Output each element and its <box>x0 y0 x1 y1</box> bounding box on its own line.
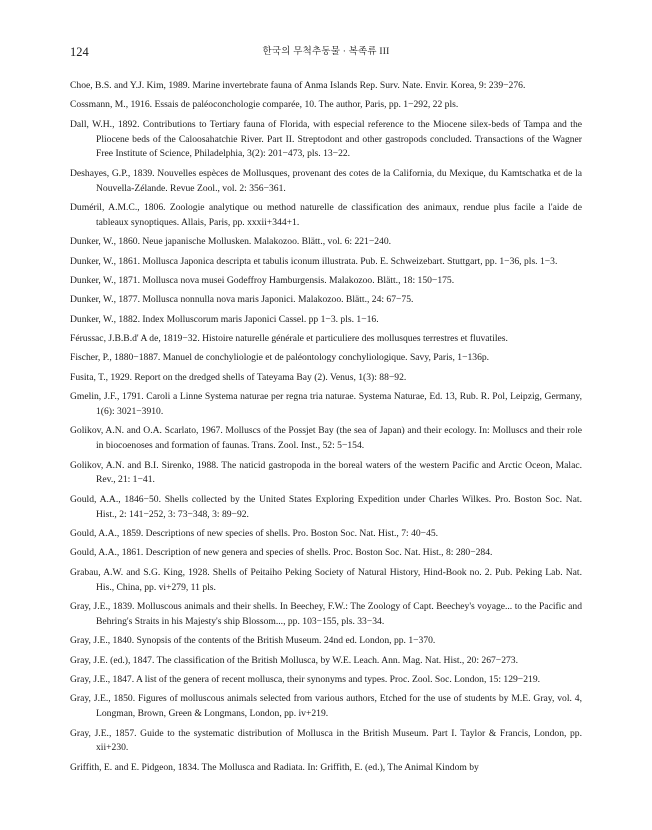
reference-entry: Grabau, A.W. and S.G. King, 1928. Shells of Peitaiho Peking Society of Natural History, Hind-Book no. 2. Pub. Peking Lab. Nat. His., China, pp. vi+279, 11 pls. <box>70 566 582 593</box>
reference-list <box>70 79 582 780</box>
reference-entry: Dunker, W., 1861. Mollusca Japonica descripta et tabulis iconum illustrata. Pub. E. Schweizebart. Stuttgart, pp. 1−36, pls. 1−3. <box>70 255 558 267</box>
reference-entry: Dunker, W., 1860. Neue japanische Mollusken. Malakozoo. Blätt., vol. 6: 221−240. <box>70 236 392 248</box>
reference-entry: Cossmann, M., 1916. Essais de paléoconchologie comparée, 10. The author, Paris, pp. 1−292, 22 pls. <box>70 99 459 111</box>
reference-entry: Duméril, A.M.C., 1806. Zoologie analytique ou method naturelle de classification des animaux, rendue plus facile a l'aide de tableaux synoptiques. Allais, Paris, pp. xxxii+344+1. <box>70 201 582 228</box>
reference-entry: Gray, J.E. (ed.), 1847. The classification of the British Mollusca, by W.E. Leach. Ann. Mag. Nat. Hist., 20: 267−273. <box>70 654 518 666</box>
reference-entry: Golikov, A.N. and O.A. Scarlato, 1967. Molluscs of the Possjet Bay (the sea of Japan) and their ecology. In: Molluscs and their role in biocoenoses and formation of faunas. Trans. Zool. Inst., 52: 5−154. <box>70 425 582 452</box>
reference-entry: Fusita, T., 1929. Report on the dredged shells of Tateyama Bay (2). Venus, 1(3): 88−92. <box>70 371 407 383</box>
reference-entry: Dall, W.H., 1892. Contributions to Tertiary fauna of Florida, with especial reference to the Miocene silex-beds of Tampa and the Pliocene beds of the Caloosahatchie River. Part II. Streptodont and other gastropods concluded. Transactions of the Wagner Free Institute of Science, Philadelphia, 3(2): 201−473, pls. 13−22. <box>70 118 582 160</box>
reference-entry: Dunker, W., 1882. Index Molluscorum maris Japonici Cassel. pp 1−3. pls. 1−16. <box>70 313 379 325</box>
reference-entry: Gould, A.A., 1859. Descriptions of new species of shells. Pro. Boston Soc. Nat. Hist., 7: 40−45. <box>70 528 439 540</box>
reference-entry: Dunker, W., 1877. Mollusca nonnulla nova maris Japonici. Malakozoo. Blätt., 24: 67−75. <box>70 294 414 306</box>
reference-entry: Dunker, W., 1871. Mollusca nova musei Godeffroy Hamburgensis. Malakozoo. Blätt., 18: 150−175. <box>70 274 455 286</box>
reference-entry: Gray, J.E., 1840. Synopsis of the contents of the British Museum. 24nd ed. London, pp. 1−370. <box>70 635 436 647</box>
reference-entry: Gmelin, J.F., 1791. Caroli a Linne Systema naturae per regna tria naturae. Systema Naturae, Ed. 13, Rub. R. Pol, Leipzig, Germany, 1(6): 3021−3910. <box>70 391 582 418</box>
reference-entry: Choe, B.S. and Y.J. Kim, 1989. Marine invertebrate fauna of Anma Islands Rep. Surv. Nate. Envir. Korea, 9: 239−276. <box>70 80 526 91</box>
reference-entry: Gould, A.A., 1846−50. Shells collected by the United States Exploring Expedition under Charles Wilkes. Pro. Boston Soc. Nat. Hist., 2: 141−252, 3: 73−348, 3: 89−92. <box>70 493 582 520</box>
reference-entry: Griffith, E. and E. Pidgeon, 1834. The Mollusca and Radiata. In: Griffith, E. (ed.), The Animal Kindom by <box>70 761 479 773</box>
reference-entry: Férussac, J.B.B.d' A de, 1819−32. Histoire naturelle générale et particuliere des mollusques terrestres et fluvatiles. <box>70 333 508 345</box>
reference-entry: Gray, J.E., 1850. Figures of molluscous animals selected from various authors, Etched for the use of students by M.E. Gray, vol. 4, Longman, Brown, Green & Longmans, London, pp. iv+219. <box>70 693 582 720</box>
reference-entry: Golikov, A.N. and B.I. Sirenko, 1988. The naticid gastropoda in the boreal waters of the western Pacific and Arctic Oceon, Malac. Rev., 21: 1−41. <box>70 459 582 486</box>
page-number: 124 <box>70 45 89 59</box>
reference-entry: Gould, A.A., 1861. Description of new genera and species of shells. Proc. Boston Soc. Nat. Hist., 8: 280−284. <box>70 547 493 559</box>
reference-entry: Gray, J.E., 1839. Molluscous animals and their shells. In Beechey, F.W.: The Zoology of Capt. Beechey's voyage... to the Pacific and Behring's Straits in his Majesty's ship Blossom..., pp. 103−155, pls. 33−34. <box>70 600 582 627</box>
running-title: 한국의 무척추동물 · 복족류 III <box>262 47 390 57</box>
reference-entry: Fischer, P., 1880−1887. Manuel de conchyliologie et de paléontology conchyliologique. Savy, Paris, 1−136p. <box>70 352 490 364</box>
page-header <box>70 44 582 60</box>
reference-entry: Deshayes, G.P., 1839. Nouvelles espèces de Mollusques, provenant des cotes de la California, du Mexique, du Kamtschatka et de la Nouvella-Zélande. Revue Zool., vol. 2: 356−361. <box>70 167 582 194</box>
reference-entry: Gray, J.E., 1857. Guide to the systematic distribution of Mollusca in the British Museum. Part I. Taylor & Francis, London, pp. xii+230. <box>70 727 582 754</box>
reference-entry: Gray, J.E., 1847. A list of the genera of recent mollusca, their synonyms and types. Proc. Zool. Soc. London, 15: 129−219. <box>70 673 541 685</box>
